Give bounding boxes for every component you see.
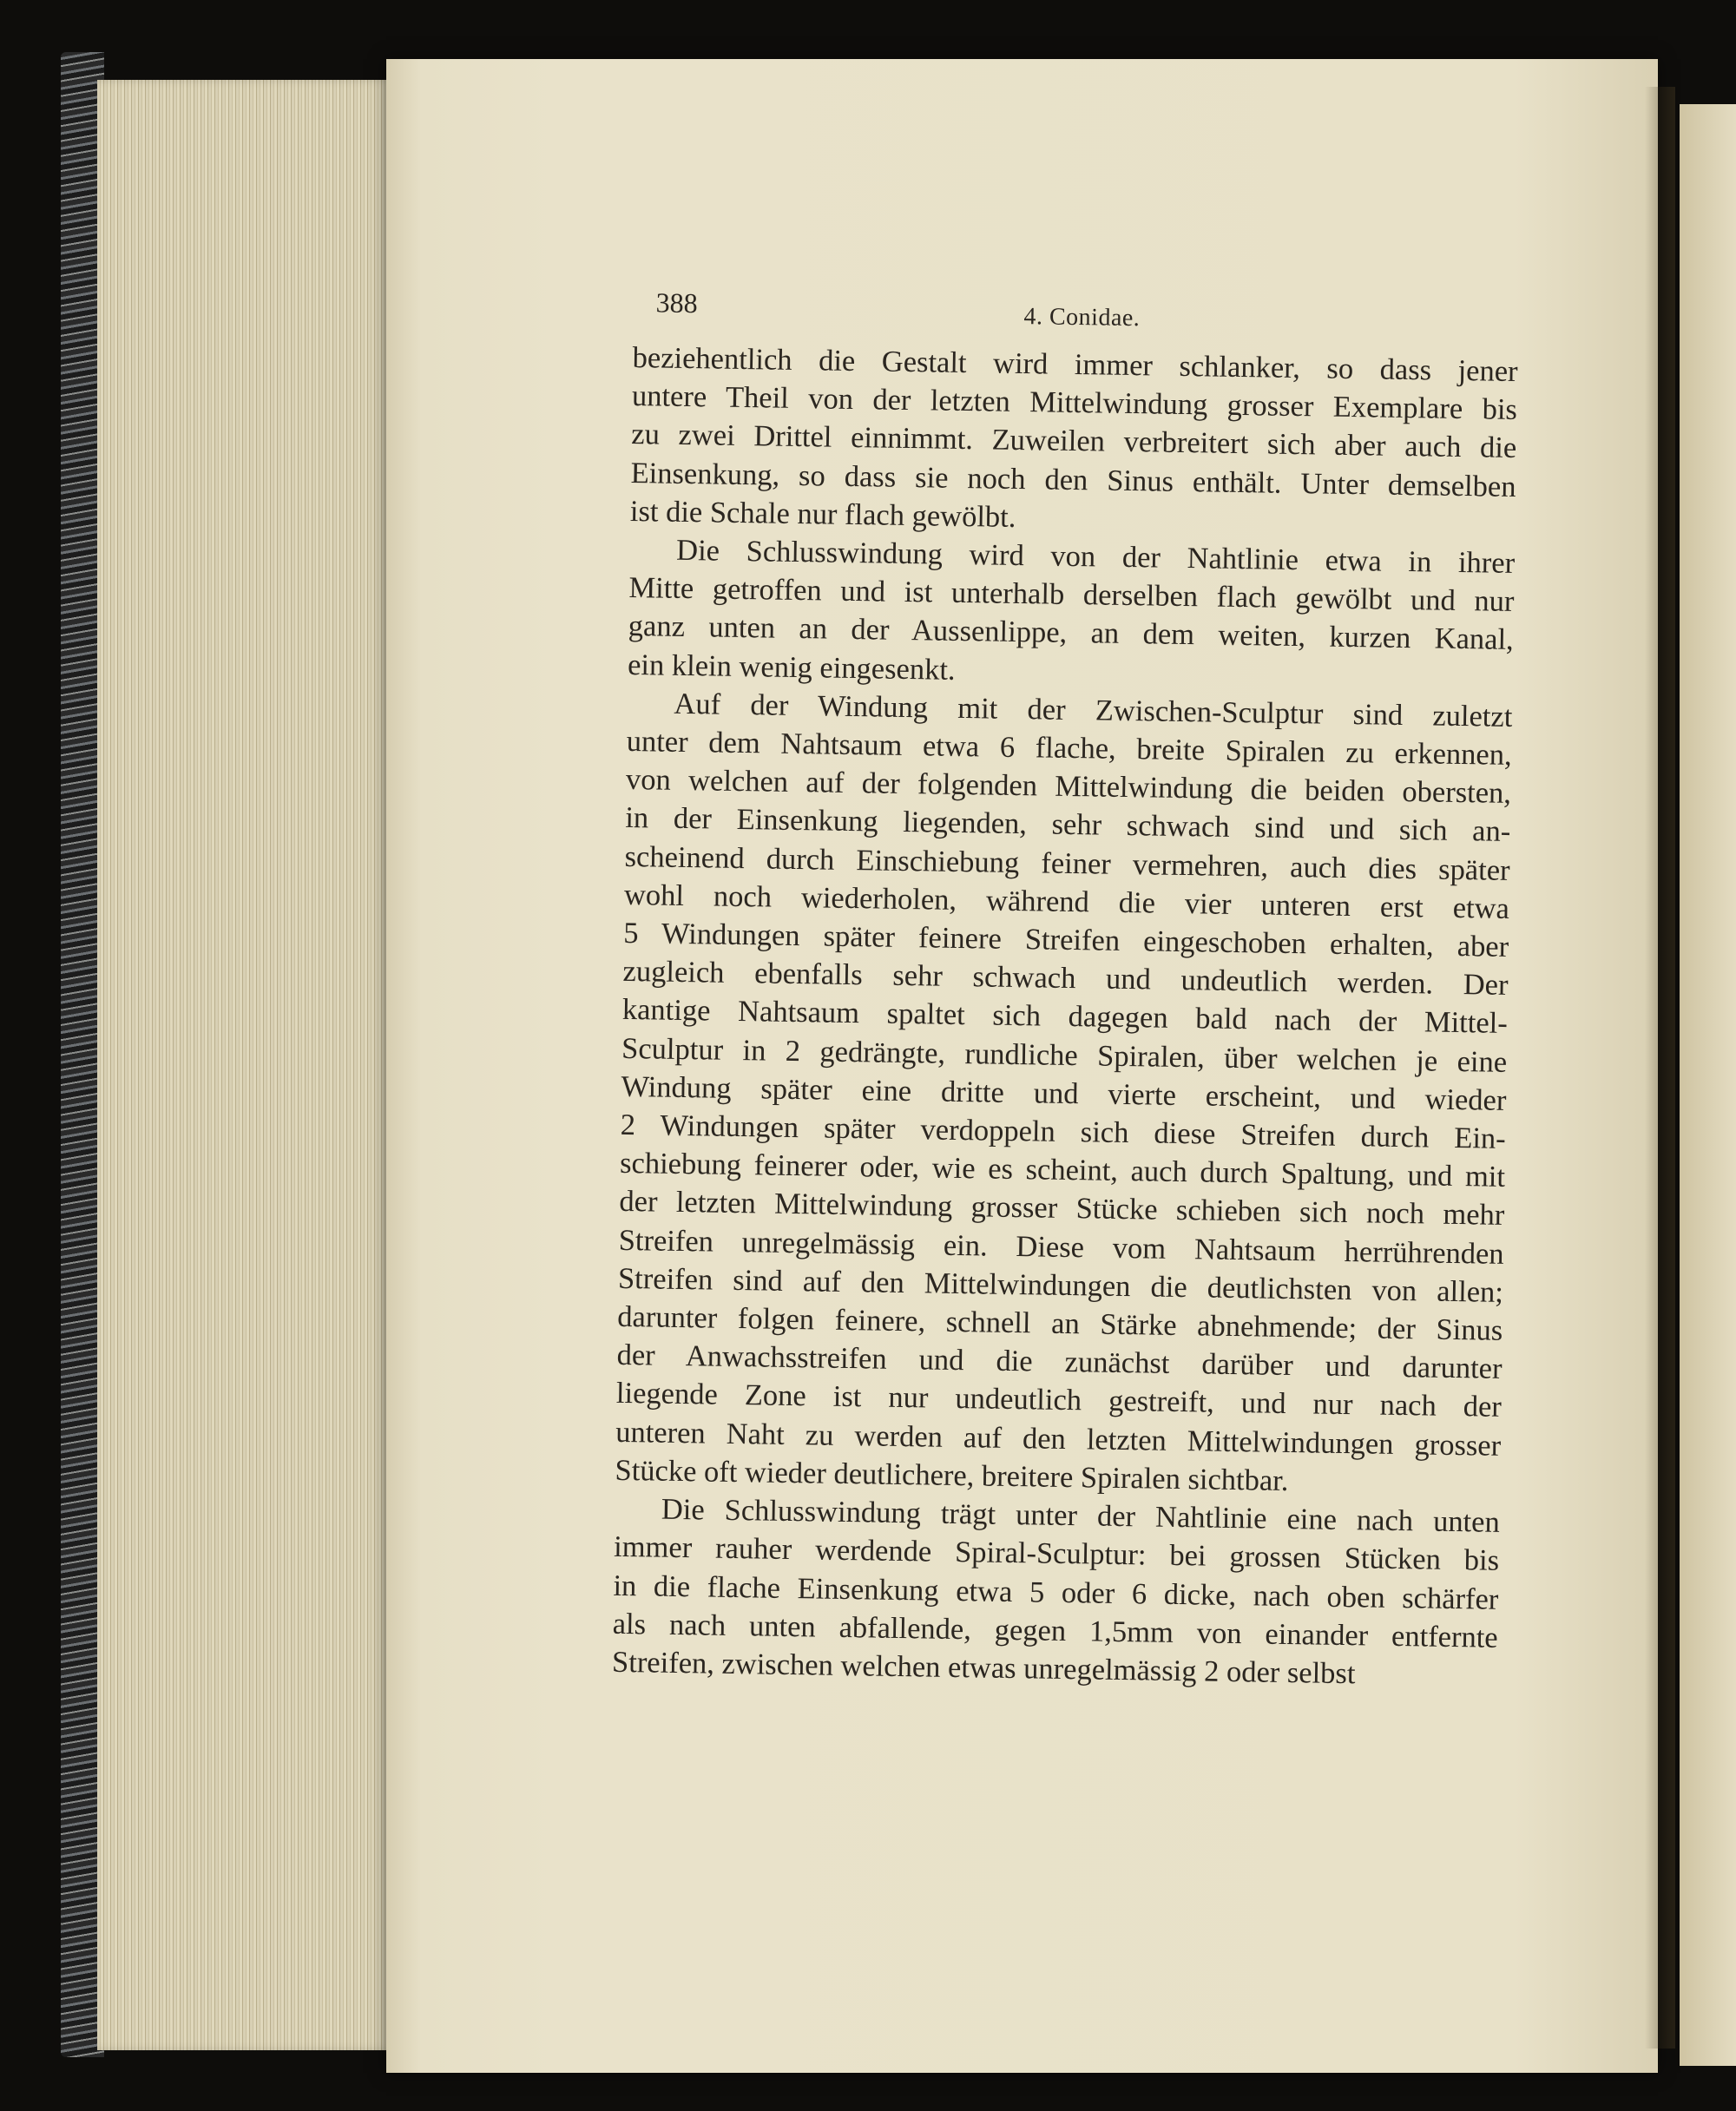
text-line: kantige Nahtsaum spaltet sich dagegen bald nach der Mittel- xyxy=(621,993,1509,1041)
text-line: darunter folgen feinere, schnell an Stärke abnehmende; der Sinus xyxy=(617,1299,1503,1347)
text-line: wohl noch wiederholen, während die vier unteren erst etwa xyxy=(623,878,1510,925)
running-title: 4. Conidae. xyxy=(1023,303,1141,332)
text-line: Auf der Windung mit der Zwischen-Sculptur sind zuletzt xyxy=(674,687,1513,733)
text-line: Stücke oft wieder deutlichere, breitere Spiralen sichtbar. xyxy=(615,1453,1289,1497)
text-line: unter dem Nahtsaum etwa 6 flache, breite Spiralen zu erkennen, xyxy=(626,724,1512,772)
text-line: Die Schlusswindung trägt unter der Nahtlinie eine nach unten xyxy=(661,1492,1501,1539)
text-line: unteren Naht zu werden auf den letzten Mittelwindungen grosser xyxy=(615,1415,1502,1463)
text-line: untere Theil von der letzten Mittelwindung grosser Exemplare bis xyxy=(631,379,1518,427)
text-line: Die Schlusswindung wird von der Nahtlinie etwa in ihrer xyxy=(675,533,1516,580)
page-content xyxy=(612,286,1519,1695)
gutter-shadow xyxy=(1645,87,1675,2049)
text-line: Streifen, zwischen welchen etwas unregelmässig 2 oder selbst xyxy=(611,1645,1356,1691)
text-line: in der Einsenkung liegenden, sehr schwach sind und sich an- xyxy=(625,801,1511,849)
text-line: als nach unten abfallende, gegen 1,5mm von einander entfernte xyxy=(612,1607,1498,1654)
page-block-edge xyxy=(97,80,392,2050)
text-line: ist die Schale nur flach gewölbt. xyxy=(629,494,1016,534)
page-number: 388 xyxy=(655,286,698,319)
text-line: zugleich ebenfalls sehr schwach und undeutlich werden. Der xyxy=(622,955,1509,1003)
text-line: Windung später eine dritte und vierte erscheint, und wieder xyxy=(621,1069,1507,1117)
text-line: Streifen unregelmässig ein. Diese vom Nahtsaum herrührenden xyxy=(618,1223,1504,1271)
text-line: Mitte getroffen und ist unterhalb derselben flach gewölbt und nur xyxy=(628,571,1515,619)
body-text xyxy=(612,339,1518,1695)
text-line: Sculptur in 2 gedrängte, rundliche Spiralen, über welchen je eine xyxy=(621,1031,1508,1079)
text-line: zu zwei Drittel einnimmt. Zuweilen verbreitert sich aber auch die xyxy=(631,418,1517,465)
paragraph xyxy=(628,530,1516,698)
text-line: schiebung feinerer oder, wie es scheint, auch durch Spaltung, und mit xyxy=(619,1147,1506,1194)
text-line: von welchen auf der folgenden Mittelwindung die beiden obersten, xyxy=(625,763,1512,811)
text-line: Streifen sind auf den Mittelwindungen die deutlichsten von allen; xyxy=(617,1261,1504,1309)
paragraph xyxy=(615,684,1512,1503)
text-line: der Anwachsstreifen und die zunächst darüber und darunter xyxy=(616,1338,1503,1386)
paragraph xyxy=(612,1490,1500,1695)
text-line: scheinend durch Einschiebung feiner vermehren, auch dies später xyxy=(624,839,1510,887)
text-line: ein klein wenig eingesenkt. xyxy=(627,648,956,687)
text-line: der letzten Mittelwindung grosser Stücke schieben sich noch mehr xyxy=(619,1185,1505,1233)
text-line: ganz unten an der Aussenlippe, an dem weiten, kurzen Kanal, xyxy=(628,609,1515,657)
text-line: immer rauher werdende Spiral-Sculptur: bei grossen Stücken bis xyxy=(613,1530,1500,1578)
paragraph xyxy=(630,339,1518,544)
text-line: Einsenkung, so dass sie noch den Sinus enthält. Unter demselben xyxy=(630,456,1516,503)
facing-page-edge xyxy=(1680,104,1736,2066)
text-line: 5 Windungen später feinere Streifen eingeschoben erhalten, aber xyxy=(622,916,1509,963)
text-line: liegende Zone ist nur undeutlich gestreift, und nur nach der xyxy=(615,1377,1503,1424)
text-line: in die flache Einsenkung etwa 5 oder 6 dicke, nach oben schärfer xyxy=(613,1568,1499,1616)
text-line: 2 Windungen später verdoppeln sich diese Streifen durch Ein- xyxy=(620,1108,1506,1155)
text-line: beziehentlich die Gestalt wird immer schlanker, so dass jener xyxy=(632,340,1518,389)
